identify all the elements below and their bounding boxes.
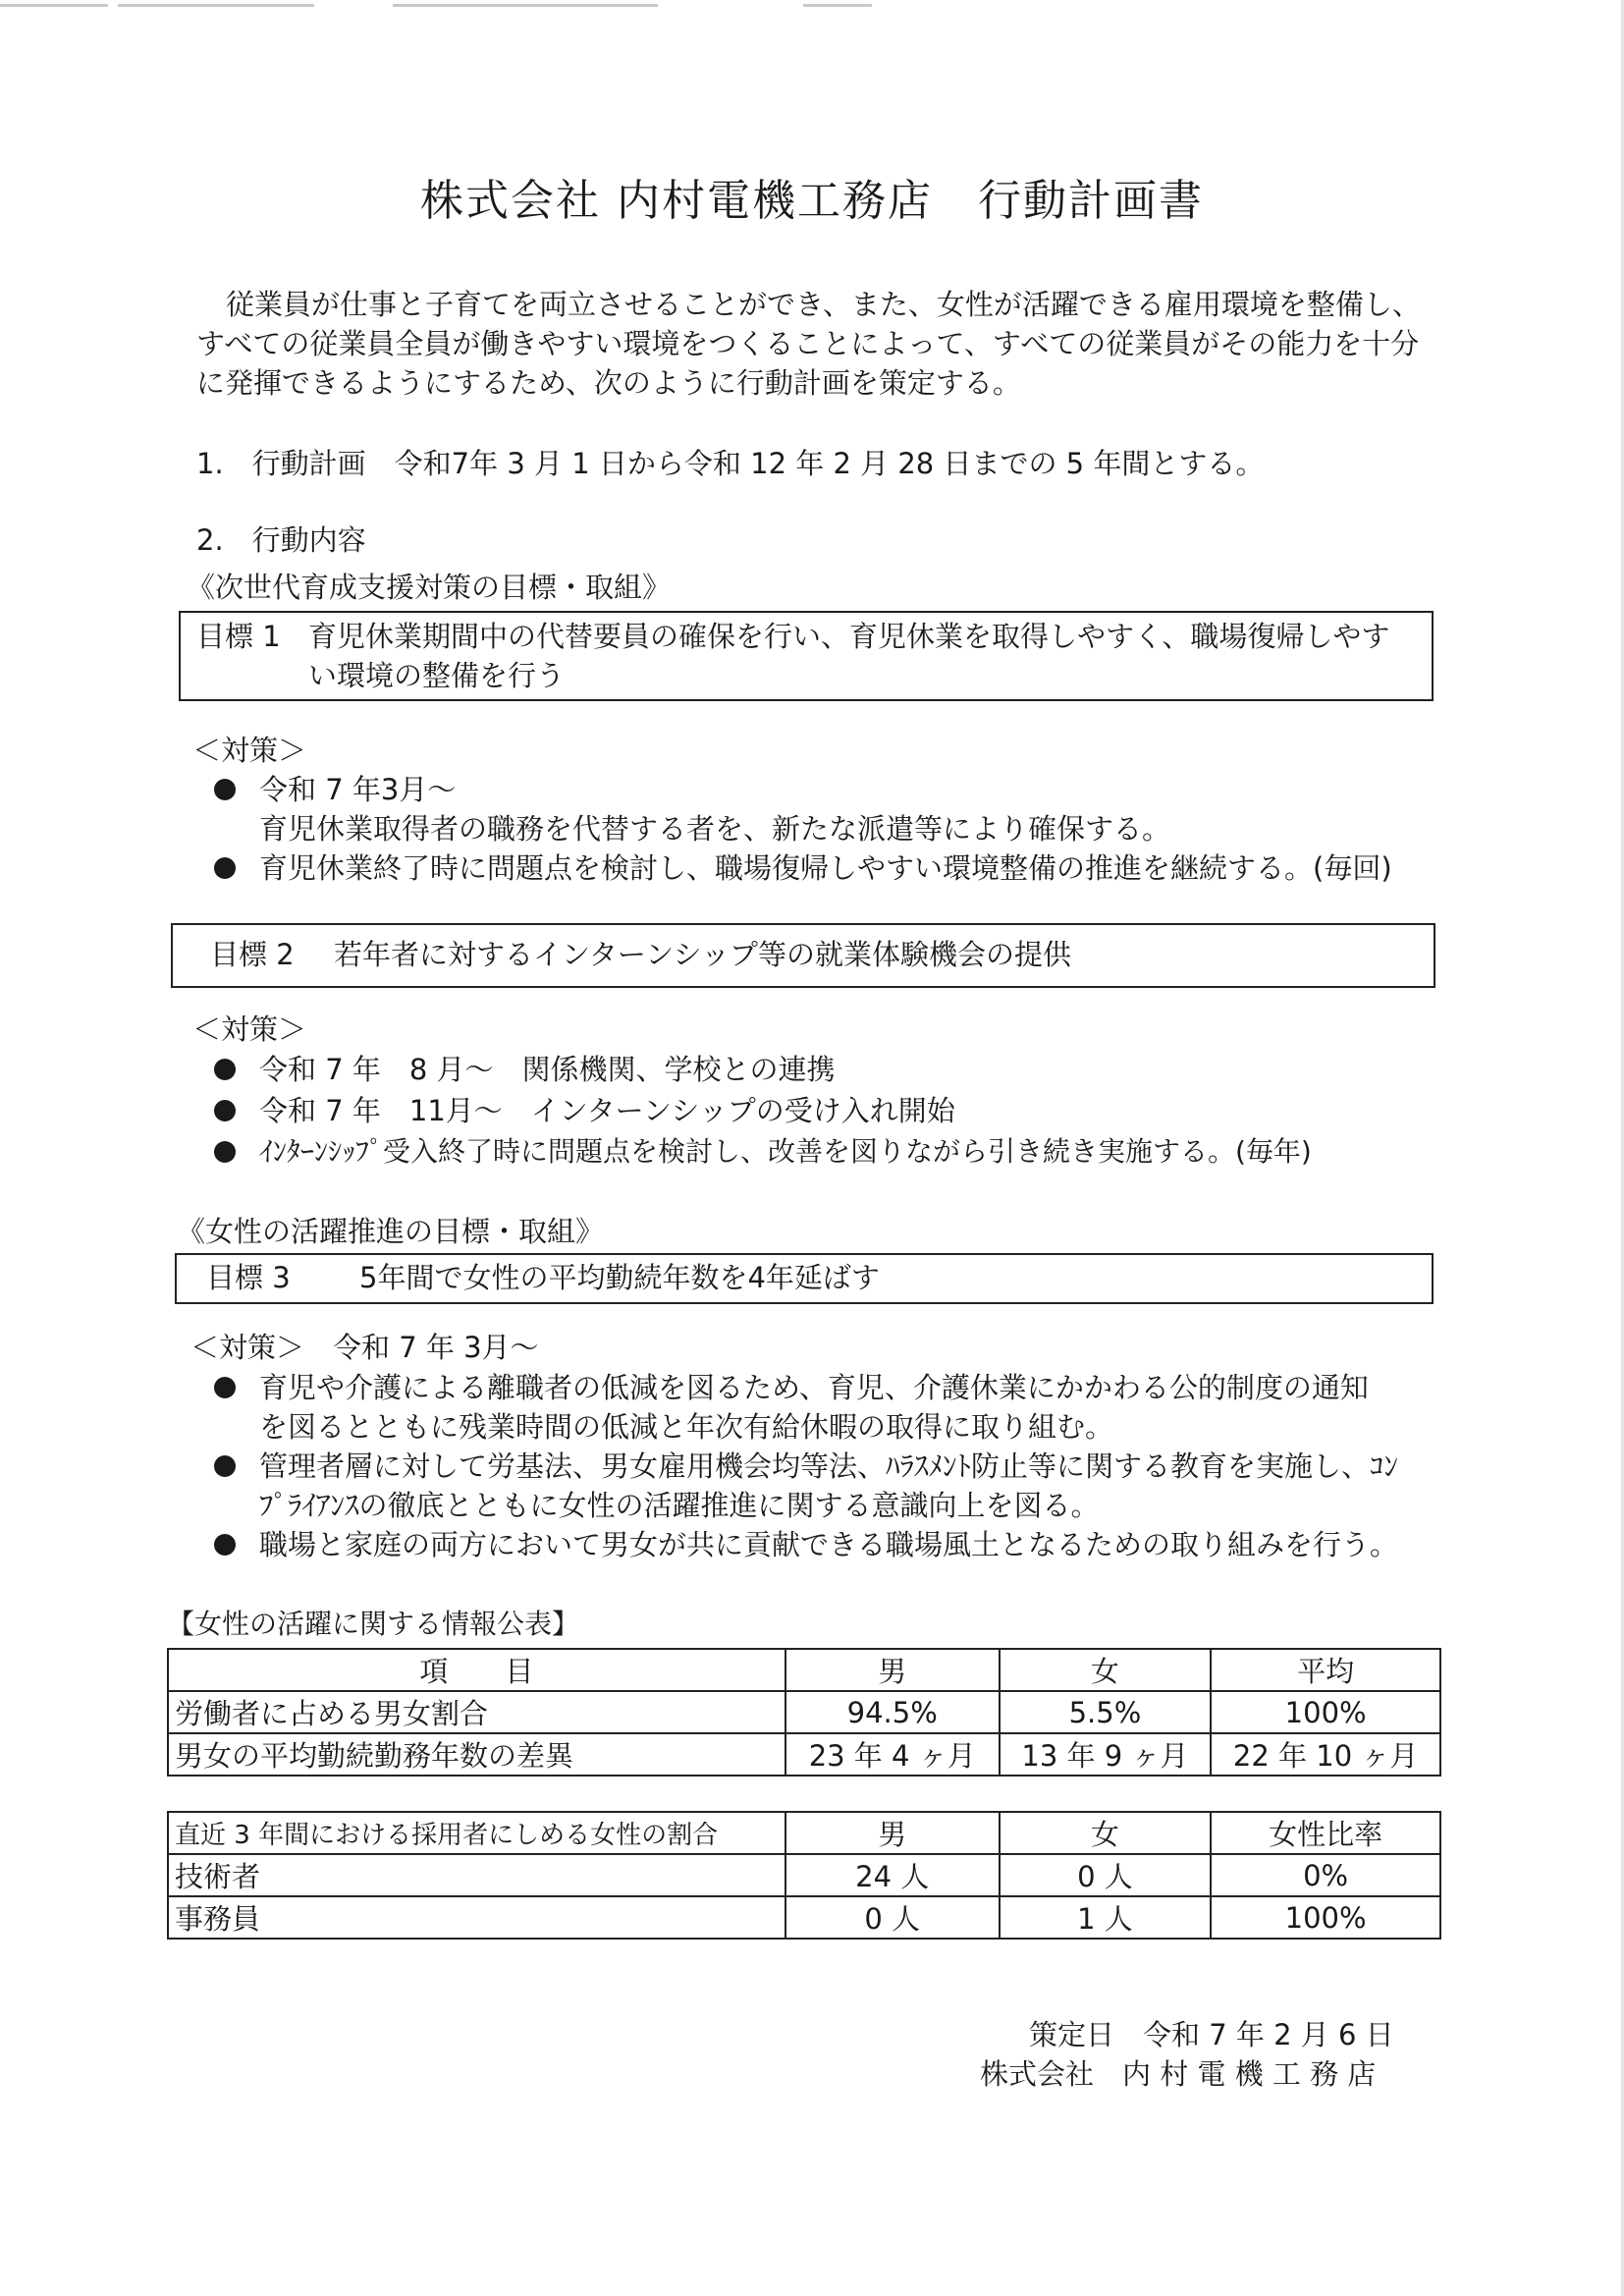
table-row — [168, 1854, 1440, 1896]
header-female: 女 — [1000, 1812, 1212, 1854]
goal-2-label: 目標 2 — [210, 938, 295, 971]
cell-male: 94.5% — [785, 1691, 1000, 1733]
scan-artifact — [393, 4, 658, 7]
cell-ratio: 100% — [1211, 1896, 1440, 1939]
goal-3-box — [175, 1253, 1434, 1304]
measure-1-1-line1: 令和 7 年3月～ — [259, 773, 457, 806]
section-2-heading: 2. 行動内容 — [196, 523, 366, 557]
measure-3-3: 職場と家庭の両方において男女が共に貢献できる職場風土となるための取り組みを行う。 — [259, 1528, 1399, 1561]
measure-3-1-line1: 育児や介護による離職者の低減を図るため、育児、介護休業にかかわる公的制度の通知 — [259, 1371, 1369, 1404]
measure-1-1-line2: 育児休業取得者の職務を代替する者を、新たな派遣等により確保する。 — [259, 812, 1171, 846]
table-header-row — [168, 1649, 1440, 1691]
hiring-table — [167, 1811, 1441, 1940]
scan-artifact — [118, 4, 314, 7]
measure-3-2-line1: 管理者層に対して労基法、男女雇用機会均等法、ﾊﾗｽﾒﾝﾄ防止等に関する教育を実施し、ｺﾝ — [259, 1449, 1399, 1483]
measure-3-2-line2: ﾌﾟﾗｲｱﾝｽの徹底とともに女性の活躍推進に関する意識向上を図る。 — [259, 1489, 1100, 1522]
goal-1-text-line2: い環境の整備を行う — [308, 659, 566, 692]
disclosure-table — [167, 1648, 1441, 1777]
goal-3-label: 目標 3 — [206, 1261, 291, 1294]
disclosure-heading: 【女性の活躍に関する情報公表】 — [167, 1608, 580, 1640]
row-label: 男女の平均勤続勤務年数の差異 — [168, 1733, 785, 1776]
table-row — [168, 1733, 1440, 1776]
row-label: 技術者 — [168, 1854, 785, 1896]
measure-1-2: 育児休業終了時に問題点を検討し、職場復帰しやすい環境整備の推進を継続する。(毎回) — [259, 851, 1392, 885]
header-female: 女 — [1000, 1649, 1212, 1691]
cell-female: 13 年 9 ヶ月 — [1000, 1733, 1212, 1776]
header-female-ratio: 女性比率 — [1211, 1812, 1440, 1854]
header-male: 男 — [785, 1649, 1000, 1691]
cell-female: 0 人 — [1000, 1854, 1212, 1896]
bullet-icon — [214, 1377, 236, 1398]
footer-company-name: 株式会社 内 村 電 機 工 務 店 — [980, 2057, 1377, 2091]
group-heading-next-generation: 《次世代育成支援対策の目標・取組》 — [187, 571, 672, 604]
cell-male: 24 人 — [785, 1854, 1000, 1896]
goal-2-text: 若年者に対するインターンシップ等の就業体験機会の提供 — [334, 938, 1071, 971]
bullet-icon — [214, 1059, 236, 1080]
section-1-action-period: 1. 行動計画 令和7年 3 月 1 日から令和 12 年 2 月 28 日までの 5 年間とする。 — [196, 447, 1265, 480]
table-row — [168, 1691, 1440, 1733]
cell-ratio: 0% — [1211, 1854, 1440, 1896]
cell-female: 5.5% — [1000, 1691, 1212, 1733]
bullet-icon — [214, 779, 236, 800]
table-header-row — [168, 1812, 1440, 1854]
measure-2-1: 令和 7 年 8 月～ 関係機関、学校との連携 — [259, 1053, 836, 1086]
intro-paragraph: 従業員が仕事と子育てを両立させることができ、また、女性が活躍できる雇用環境を整備し、すべての従業員全員が働きやすい環境をつくることによって、すべての従業員がその能力を十分に発揮できるようにするため、次のように行動計画を策定する。 — [196, 288, 1421, 400]
scan-artifact — [0, 4, 108, 7]
header-item: 直近 3 年間における採用者にしめる女性の割合 — [168, 1812, 785, 1854]
goal-3-text: 5年間で女性の平均勤続年数を4年延ばす — [359, 1261, 880, 1294]
cell-male: 0 人 — [785, 1896, 1000, 1939]
measure-2-2: 令和 7 年 11月～ インターンシップの受け入れ開始 — [259, 1094, 955, 1127]
goal-1-text-line1: 育児休業期間中の代替要員の確保を行い、育児休業を取得しやすく、職場復帰しやす — [308, 620, 1390, 653]
goal-2-box — [171, 923, 1435, 988]
header-item: 項 目 — [168, 1649, 785, 1691]
measures-3-heading: ＜対策＞ 令和 7 年 3月～ — [190, 1331, 539, 1364]
bullet-icon — [214, 857, 236, 879]
measures-2-heading: ＜対策＞ — [192, 1012, 307, 1046]
enactment-date: 策定日 令和 7 年 2 月 6 日 — [1029, 2018, 1394, 2051]
cell-average: 22 年 10 ヶ月 — [1211, 1733, 1440, 1776]
bullet-icon — [214, 1455, 236, 1477]
page-title: 株式会社 内村電機工務店 行動計画書 — [420, 176, 1204, 226]
cell-male: 23 年 4 ヶ月 — [785, 1733, 1000, 1776]
header-male: 男 — [785, 1812, 1000, 1854]
table-row — [168, 1896, 1440, 1939]
goal-1-label: 目標 1 — [196, 620, 281, 653]
bullet-icon — [214, 1534, 236, 1556]
cell-average: 100% — [1211, 1691, 1440, 1733]
group-heading-women: 《女性の活躍推進の目標・取組》 — [177, 1215, 605, 1248]
measures-1-heading: ＜対策＞ — [192, 734, 307, 767]
cell-female: 1 人 — [1000, 1896, 1212, 1939]
scan-artifact — [803, 4, 872, 7]
row-label: 事務員 — [168, 1896, 785, 1939]
measure-2-3: ｲﾝﾀｰﾝｼｯﾌﾟ受入終了時に問題点を検討し、改善を図りながら引き続き実施する。(毎年) — [259, 1135, 1312, 1168]
bullet-icon — [214, 1141, 236, 1163]
goal-1-box — [179, 611, 1434, 701]
measure-3-1-line2: を図るとともに残業時間の低減と年次有給休暇の取得に取り組む。 — [259, 1410, 1114, 1444]
row-label: 労働者に占める男女割合 — [168, 1691, 785, 1733]
bullet-icon — [214, 1100, 236, 1121]
header-average: 平均 — [1211, 1649, 1440, 1691]
